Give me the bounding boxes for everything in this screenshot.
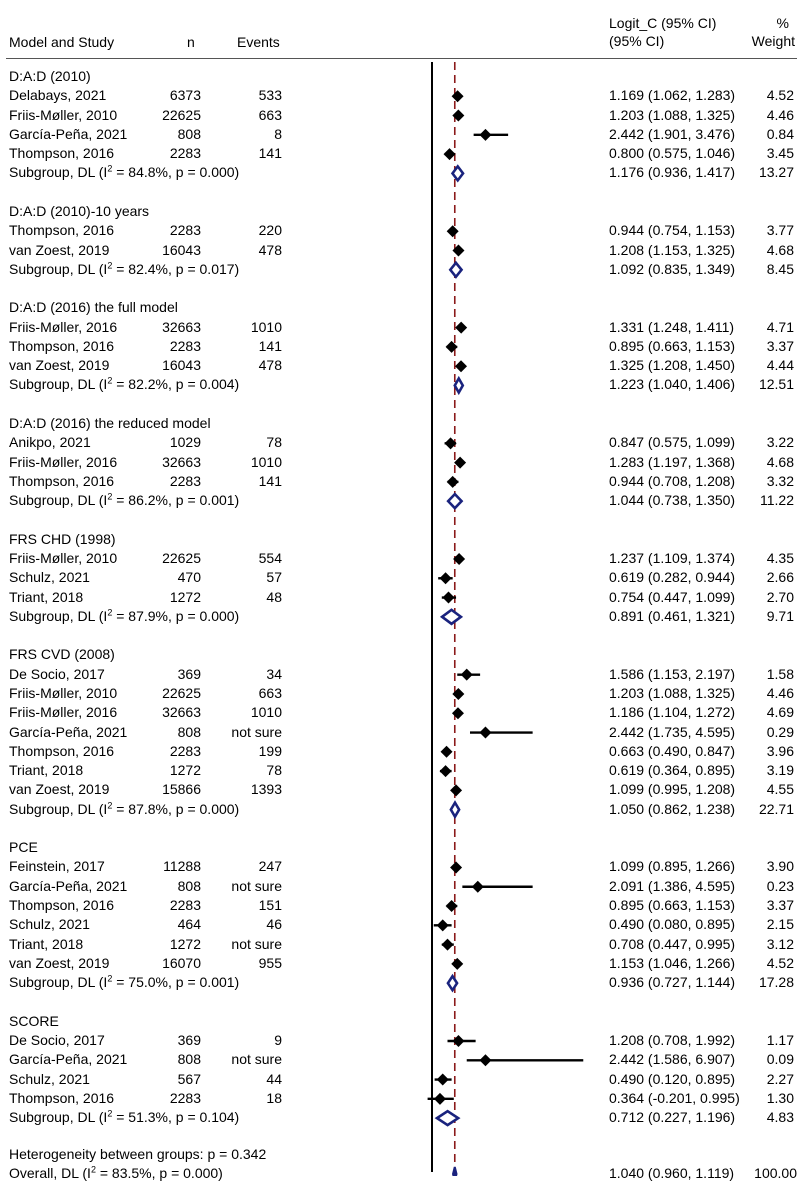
- study-events: 199: [258, 742, 282, 759]
- study-ci: 1.283 (1.197, 1.368): [609, 453, 736, 470]
- point-estimate-marker: [437, 919, 449, 931]
- point-estimate-marker: [446, 900, 458, 912]
- study-events: 141: [258, 145, 282, 162]
- col-header-ci-title: Logit_C (95% CI): [609, 15, 717, 31]
- study-events: 8: [274, 125, 282, 142]
- subgroup-ci: 1.092 (0.835, 1.349): [609, 260, 736, 277]
- point-estimate-marker: [479, 129, 491, 141]
- point-estimate-marker: [455, 360, 467, 372]
- col-header-events: Events: [237, 34, 280, 50]
- study-events: 478: [258, 241, 282, 258]
- subgroup-ci: 0.891 (0.461, 1.321): [609, 607, 736, 624]
- study-events: not sure: [231, 935, 282, 952]
- study-events: 141: [258, 472, 282, 489]
- study-label: Friis-Møller, 2010: [9, 684, 118, 701]
- study-ci: 1.186 (1.104, 1.272): [609, 704, 736, 721]
- study-ci: 0.619 (0.364, 0.895): [609, 762, 736, 779]
- subgroup-ci: 1.176 (0.936, 1.417): [609, 164, 736, 181]
- point-estimate-marker: [452, 1035, 464, 1047]
- study-weight: 1.58: [766, 665, 794, 682]
- heterogeneity-note: Heterogeneity between groups: p = 0.342: [9, 1145, 267, 1162]
- study-n: 369: [177, 1032, 201, 1048]
- i-squared-superscript: 2: [107, 163, 113, 174]
- study-ci: 0.895 (0.663, 1.153): [609, 897, 736, 914]
- study-ci: 2.091 (1.386, 4.595): [609, 877, 736, 894]
- point-estimate-marker: [472, 881, 484, 893]
- point-estimate-marker: [446, 341, 458, 353]
- study-events: 1010: [250, 704, 282, 721]
- study-weight: 0.09: [766, 1051, 794, 1068]
- study-label: van Zoest, 2019: [9, 241, 110, 258]
- study-weight: 3.77: [766, 222, 794, 239]
- study-weight: 4.46: [766, 106, 794, 123]
- study-n: 15866: [162, 781, 201, 798]
- subgroup-diamond: [451, 803, 459, 817]
- col-header-study: Model and Study: [9, 34, 115, 50]
- study-label: Friis-Møller, 2010: [9, 550, 118, 566]
- study-weight: 1.17: [766, 1032, 794, 1048]
- study-events: 554: [258, 550, 282, 566]
- study-weight: 3.19: [766, 762, 794, 779]
- study-ci: 1.099 (0.995, 1.208): [609, 781, 736, 798]
- study-ci: 0.490 (0.120, 0.895): [609, 1070, 736, 1087]
- study-n: 16043: [162, 241, 201, 258]
- col-header-n: n: [187, 34, 195, 50]
- point-estimate-marker: [450, 784, 462, 796]
- i-squared-superscript: 2: [107, 375, 113, 386]
- study-weight: 4.35: [766, 550, 794, 566]
- subgroup-ci: 0.936 (0.727, 1.144): [609, 974, 736, 991]
- study-n: 11288: [163, 858, 201, 875]
- study-ci: 1.203 (1.088, 1.325): [609, 106, 736, 123]
- group-title: SCORE: [9, 1012, 59, 1029]
- study-n: 1272: [169, 762, 201, 779]
- point-estimate-marker: [447, 476, 459, 488]
- subgroup-weight: 17.28: [758, 974, 794, 991]
- study-ci: 1.208 (1.153, 1.325): [609, 241, 736, 258]
- study-n: 2283: [169, 145, 201, 162]
- study-label: Friis-Møller, 2016: [9, 318, 118, 335]
- study-weight: 1.30: [766, 1089, 794, 1106]
- study-n: 464: [177, 916, 201, 933]
- study-weight: 2.66: [766, 569, 794, 586]
- group-title: FRS CHD (1998): [9, 530, 116, 547]
- study-n: 16043: [162, 357, 201, 374]
- point-estimate-marker: [452, 90, 464, 102]
- study-ci: 1.331 (1.248, 1.411): [609, 318, 735, 335]
- point-estimate-marker: [450, 861, 462, 873]
- study-weight: 3.37: [766, 337, 794, 354]
- study-label: Delabays, 2021: [9, 87, 107, 104]
- study-weight: 4.55: [766, 781, 794, 798]
- study-label: Friis-Møller, 2010: [9, 106, 118, 123]
- subgroup-diamond: [448, 494, 461, 508]
- i-squared-superscript: 2: [107, 491, 113, 502]
- subgroup-weight: 11.22: [760, 492, 794, 509]
- subgroup-label: Subgroup, DL ($I^2 = 87.8\%$, p = 0.000): [9, 799, 240, 817]
- study-n: 1029: [169, 434, 201, 451]
- group-title: D:A:D (2010): [9, 68, 91, 84]
- study-events: 478: [258, 357, 282, 374]
- i-squared-superscript: 2: [107, 799, 113, 810]
- subgroup-ci: 1.044 (0.738, 1.350): [609, 492, 736, 509]
- study-n: 2283: [169, 337, 201, 354]
- study-n: 32663: [162, 318, 201, 335]
- study-label: Thompson, 2016: [9, 337, 115, 354]
- group-title: D:A:D (2016) the reduced model: [9, 415, 211, 432]
- study-label: Anikpo, 2021: [9, 434, 91, 451]
- group-title: D:A:D (2016) the full model: [9, 299, 178, 316]
- subgroup-weight: 9.71: [766, 607, 794, 624]
- point-estimate-marker: [441, 746, 453, 758]
- study-label: Thompson, 2016: [9, 145, 115, 162]
- study-ci: 0.847 (0.575, 1.099): [609, 434, 736, 451]
- study-label: Feinstein, 2017: [9, 858, 105, 875]
- subgroup-ci: 0.712 (0.227, 1.196): [609, 1109, 736, 1126]
- overall-weight: 100.00: [754, 1164, 797, 1181]
- study-ci: 0.944 (0.754, 1.153): [609, 222, 736, 239]
- col-header-weight-sub: Weight: [751, 33, 795, 49]
- point-estimate-marker: [479, 727, 491, 739]
- study-events: 663: [258, 106, 282, 123]
- point-estimate-marker: [452, 707, 464, 719]
- study-events: 46: [266, 916, 282, 933]
- study-ci: 0.490 (0.080, 0.895): [609, 916, 736, 933]
- study-weight: 3.96: [766, 742, 794, 759]
- point-estimate-marker: [455, 322, 467, 334]
- study-label: Thompson, 2016: [9, 472, 115, 489]
- point-estimate-marker: [444, 148, 456, 160]
- study-label: García-Peña, 2021: [9, 1051, 128, 1068]
- study-n: 808: [177, 1051, 201, 1068]
- study-ci: 0.800 (0.575, 1.046): [609, 145, 736, 162]
- overall-diamond: [453, 1167, 456, 1176]
- study-weight: 3.22: [766, 434, 794, 451]
- study-weight: 0.84: [766, 125, 794, 142]
- study-weight: 4.46: [766, 684, 794, 701]
- study-events: 247: [258, 858, 282, 875]
- subgroup-diamond: [448, 976, 457, 990]
- subgroup-label: Subgroup, DL ($I^2 = 87.9\%$, p = 0.000): [9, 607, 240, 624]
- point-estimate-marker: [454, 457, 466, 469]
- study-ci: 0.619 (0.282, 0.944): [609, 569, 736, 586]
- study-label: Schulz, 2021: [9, 916, 90, 933]
- study-n: 808: [177, 723, 201, 740]
- study-n: 32663: [162, 704, 201, 721]
- study-ci: 1.208 (0.708, 1.992): [609, 1032, 736, 1048]
- study-events: 78: [266, 434, 282, 451]
- study-label: Schulz, 2021: [9, 1070, 90, 1087]
- study-label: Triant, 2018: [9, 588, 84, 605]
- subgroup-diamond: [450, 263, 461, 277]
- study-ci: 2.442 (1.901, 3.476): [609, 125, 736, 142]
- i-squared-superscript: 2: [90, 1164, 96, 1175]
- study-label: van Zoest, 2019: [9, 357, 110, 374]
- study-n: 1272: [169, 935, 201, 952]
- study-ci: 1.169 (1.062, 1.283): [609, 87, 736, 104]
- subgroup-label: Subgroup, DL ($I^2 = 82.4\%$, p = 0.017): [9, 260, 240, 277]
- study-ci: 1.203 (1.088, 1.325): [609, 684, 736, 701]
- subgroup-diamond: [455, 378, 463, 392]
- study-n: 22625: [162, 106, 201, 123]
- study-ci: 2.442 (1.586, 6.907): [609, 1051, 736, 1068]
- group-title: D:A:D (2010)-10 years: [9, 202, 150, 219]
- subgroup-weight: 8.45: [766, 260, 794, 277]
- study-n: 470: [177, 569, 201, 586]
- subgroup-label: Subgroup, DL ($I^2 = 51.3\%$, p = 0.104): [9, 1108, 240, 1126]
- study-label: van Zoest, 2019: [9, 781, 110, 798]
- study-n: 16070: [162, 954, 201, 971]
- study-ci: 1.325 (1.208, 1.450): [609, 357, 736, 374]
- study-label: Thompson, 2016: [9, 742, 115, 759]
- study-weight: 2.15: [766, 916, 794, 933]
- study-n: 808: [177, 125, 201, 142]
- group-title: PCE: [9, 839, 38, 856]
- point-estimate-marker: [434, 1093, 446, 1105]
- study-weight: 3.32: [766, 472, 794, 489]
- study-n: 22625: [162, 550, 201, 566]
- study-weight: 4.68: [766, 453, 794, 470]
- study-events: 9: [274, 1032, 282, 1048]
- col-header-ci-sub: (95% CI): [609, 33, 665, 49]
- study-events: not sure: [231, 1051, 282, 1068]
- subgroup-ci: 1.050 (0.862, 1.238): [609, 800, 736, 817]
- point-estimate-marker: [440, 572, 452, 584]
- study-weight: 0.23: [766, 877, 794, 894]
- study-ci: 0.944 (0.708, 1.208): [609, 472, 736, 489]
- study-n: 567: [177, 1070, 201, 1087]
- study-label: Triant, 2018: [9, 935, 84, 952]
- study-events: not sure: [231, 723, 282, 740]
- study-weight: 3.45: [766, 145, 794, 162]
- subgroup-weight: 12.51: [758, 376, 794, 393]
- subgroup-label: Subgroup, DL ($I^2 = 75.0\%$, p = 0.001): [9, 973, 240, 991]
- study-ci: 0.708 (0.447, 0.995): [609, 935, 736, 952]
- study-events: 18: [266, 1089, 282, 1106]
- study-n: 22625: [162, 684, 201, 701]
- study-label: Thompson, 2016: [9, 897, 115, 914]
- study-n: 808: [177, 877, 201, 894]
- study-events: 141: [258, 337, 282, 354]
- study-ci: 1.099 (0.895, 1.266): [609, 858, 736, 875]
- i-squared-superscript: 2: [107, 607, 113, 618]
- study-weight: 3.90: [766, 858, 794, 875]
- study-label: van Zoest, 2019: [9, 954, 110, 971]
- point-estimate-marker: [447, 225, 459, 237]
- study-ci: 1.586 (1.153, 2.197): [609, 665, 736, 682]
- study-events: 1010: [250, 318, 282, 335]
- study-weight: 4.68: [766, 241, 794, 258]
- study-ci: 0.364 (-0.201, 0.995): [609, 1089, 740, 1106]
- study-events: 533: [258, 87, 282, 104]
- study-n: 2283: [169, 897, 201, 914]
- study-label: Thompson, 2016: [9, 1089, 115, 1106]
- study-events: 151: [258, 897, 282, 914]
- study-events: not sure: [231, 877, 282, 894]
- subgroup-diamond: [442, 610, 461, 624]
- study-n: 32663: [162, 453, 201, 470]
- study-ci: 0.895 (0.663, 1.153): [609, 337, 736, 354]
- subgroup-diamond: [437, 1111, 458, 1125]
- study-ci: 0.663 (0.490, 0.847): [609, 742, 736, 759]
- study-label: Schulz, 2021: [9, 569, 90, 586]
- study-label: García-Peña, 2021: [9, 125, 128, 142]
- subgroup-weight: 13.27: [758, 164, 794, 181]
- point-estimate-marker: [440, 765, 452, 777]
- subgroup-label: Subgroup, DL ($I^2 = 84.8\%$, p = 0.000): [9, 163, 240, 181]
- study-n: 2283: [169, 222, 201, 239]
- study-events: 78: [266, 762, 282, 779]
- study-weight: 4.44: [766, 357, 794, 374]
- point-estimate-marker: [442, 939, 454, 951]
- study-weight: 3.37: [766, 897, 794, 914]
- study-events: 1010: [250, 453, 282, 470]
- study-events: 57: [266, 569, 282, 586]
- point-estimate-marker: [479, 1054, 491, 1066]
- study-ci: 1.237 (1.109, 1.374): [609, 550, 736, 566]
- study-events: 1393: [250, 781, 282, 798]
- study-label: Thompson, 2016: [9, 222, 115, 239]
- subgroup-weight: 22.71: [758, 800, 794, 817]
- subgroup-weight: 4.83: [766, 1109, 794, 1126]
- point-estimate-marker: [461, 669, 473, 681]
- study-label: De Socio, 2017: [9, 1032, 105, 1048]
- point-estimate-marker: [451, 958, 463, 970]
- group-title: FRS CVD (2008): [9, 646, 115, 663]
- study-label: García-Peña, 2021: [9, 877, 128, 894]
- overall-label: Overall, DL ($I^2 = 83.5\%$, p = 0.000): [9, 1164, 223, 1181]
- study-label: De Socio, 2017: [9, 665, 105, 682]
- study-events: 34: [266, 665, 282, 682]
- study-n: 1272: [169, 588, 201, 605]
- study-ci: 1.153 (1.046, 1.266): [609, 954, 736, 971]
- study-weight: 4.71: [766, 318, 794, 335]
- point-estimate-marker: [437, 1074, 449, 1086]
- i-squared-superscript: 2: [107, 1108, 113, 1119]
- study-n: 6373: [169, 87, 201, 104]
- study-events: 48: [266, 588, 282, 605]
- study-events: 663: [258, 684, 282, 701]
- col-header-weight-title: %: [776, 15, 789, 31]
- study-weight: 0.29: [766, 723, 794, 740]
- point-estimate-marker: [443, 592, 455, 604]
- study-events: 220: [258, 222, 282, 239]
- study-label: Friis-Møller, 2016: [9, 453, 118, 470]
- study-n: 2283: [169, 1089, 201, 1106]
- study-weight: 2.70: [766, 588, 794, 605]
- subgroup-ci: 1.223 (1.040, 1.406): [609, 376, 736, 393]
- subgroup-label: Subgroup, DL ($I^2 = 82.2\%$, p = 0.004): [9, 375, 240, 393]
- study-weight: 3.12: [766, 935, 794, 952]
- i-squared-superscript: 2: [107, 973, 113, 984]
- study-weight: 2.27: [766, 1070, 794, 1087]
- study-ci: 0.754 (0.447, 1.099): [609, 588, 736, 605]
- study-events: 44: [266, 1070, 282, 1087]
- study-n: 2283: [169, 742, 201, 759]
- overall-ci: 1.040 (0.960, 1.119): [609, 1164, 735, 1181]
- subgroup-label: Subgroup, DL ($I^2 = 86.2\%$, p = 0.001): [9, 491, 240, 509]
- study-ci: 2.442 (1.735, 4.595): [609, 723, 736, 740]
- study-events: 955: [258, 954, 282, 971]
- study-label: Friis-Møller, 2016: [9, 704, 118, 721]
- study-weight: 4.52: [766, 87, 794, 104]
- study-weight: 4.52: [766, 954, 794, 971]
- i-squared-superscript: 2: [107, 260, 113, 271]
- study-weight: 4.69: [766, 704, 794, 721]
- study-label: García-Peña, 2021: [9, 723, 128, 740]
- study-n: 369: [177, 665, 201, 682]
- study-label: Triant, 2018: [9, 762, 84, 779]
- study-n: 2283: [169, 472, 201, 489]
